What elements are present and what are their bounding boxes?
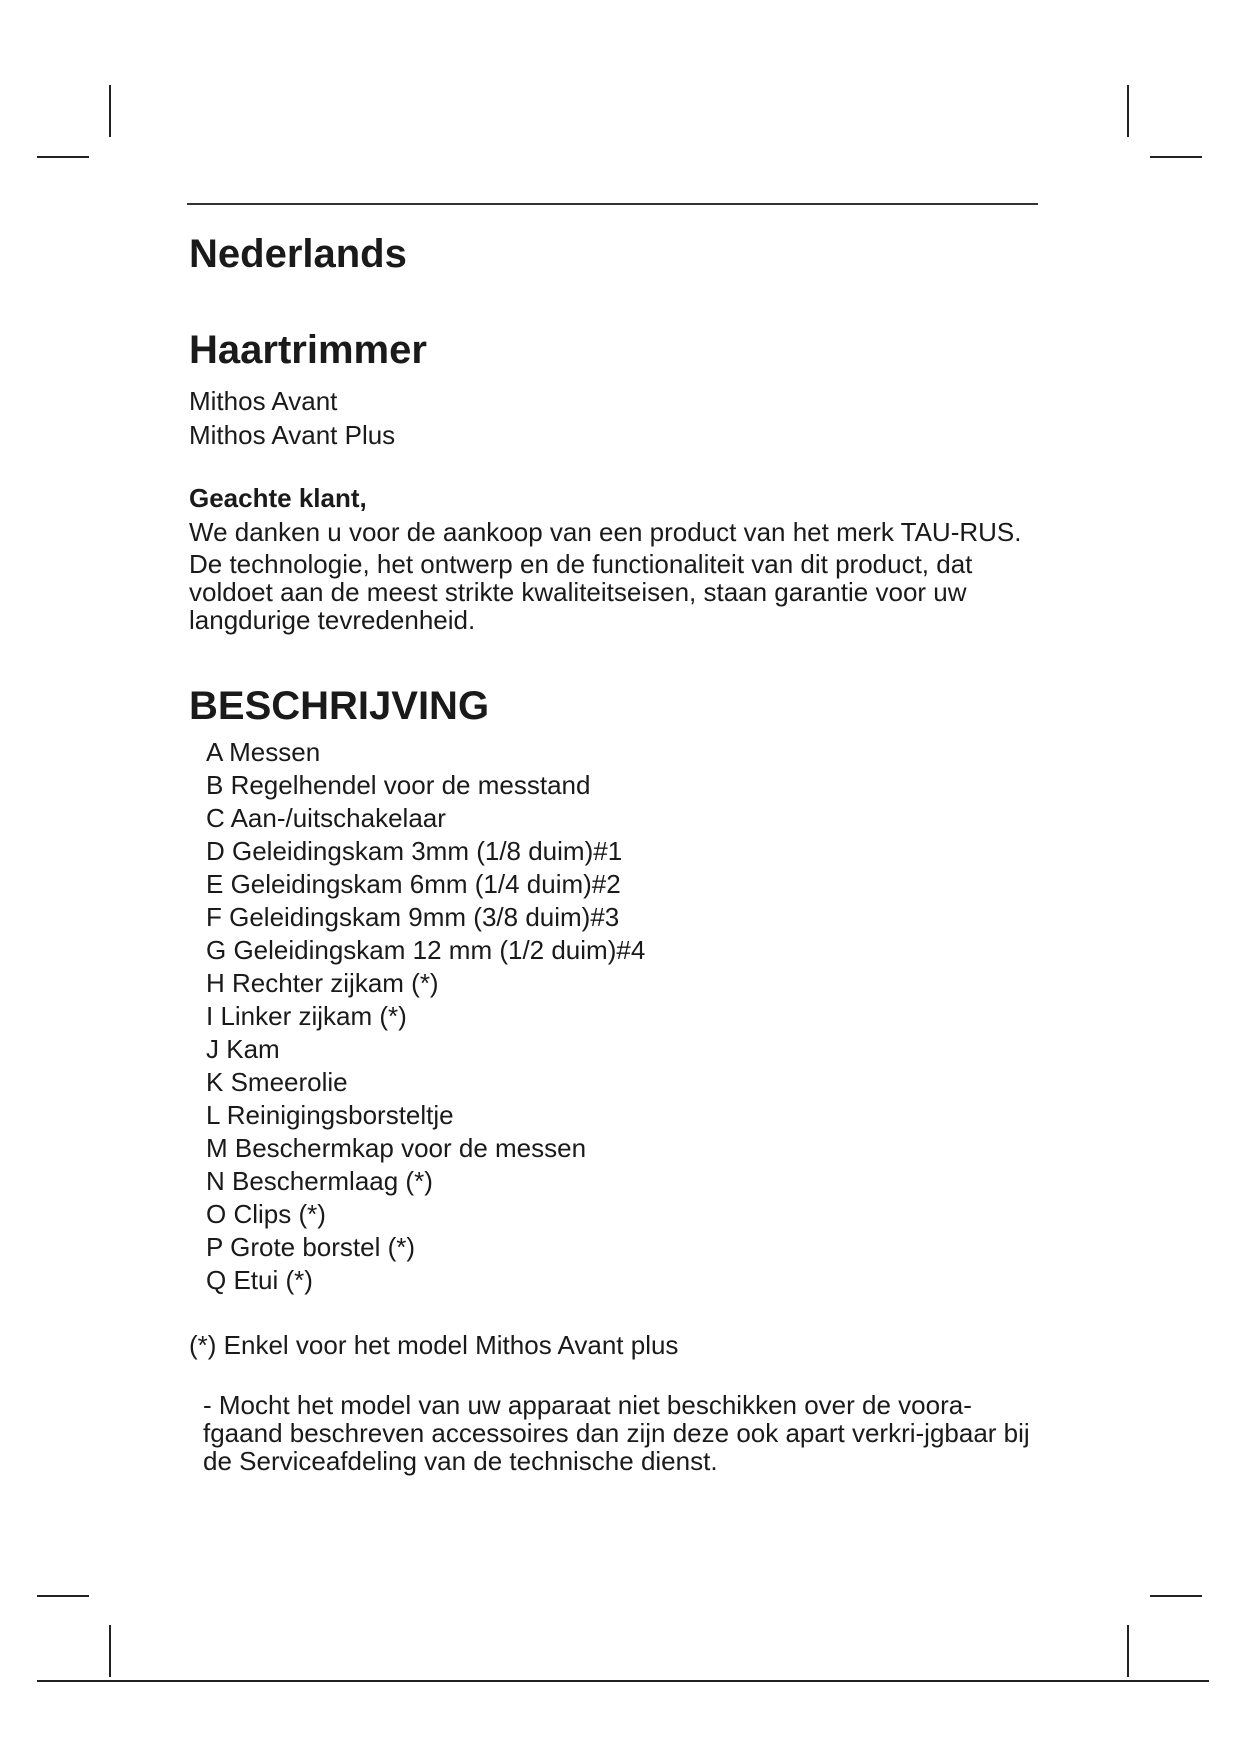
crop-mark [1150,1595,1202,1597]
page-content [189,220,1039,1475]
footnote: (*) Enkel voor het model Mithos Avant plus [189,1330,679,1360]
crop-mark [109,1625,111,1677]
list-item: I Linker zijkam (*) [206,1001,407,1031]
list-item: J Kam [206,1034,280,1064]
intro-paragraph: We danken u voor de aankoop van een product van het merk TAU-RUS. [189,517,1022,547]
parts-list [189,736,1039,1297]
model-name: Mithos Avant Plus [189,420,396,450]
list-item: A Messen [206,737,321,767]
list-item: O Clips (*) [206,1199,326,1229]
list-item: L Reinigingsborsteltje [206,1100,454,1130]
crop-mark [109,85,111,137]
list-item: C Aan-/uitschakelaar [206,803,446,833]
list-item: G Geleidingskam 12 mm (1/2 duim)#4 [206,935,646,965]
section-heading: BESCHRIJVING [189,684,490,728]
list-item: M Beschermkap voor de messen [206,1133,587,1163]
list-item: P Grote borstel (*) [206,1232,416,1262]
list-item: F Geleidingskam 9mm (3/8 duim)#3 [206,902,620,932]
accessory-note: - Mocht het model van uw apparaat niet beschikken over de voora-fgaand beschreven accessoires dan zijn deze ook apart verkri-jgbaar bij de Serviceafdeling van de technische dienst. [203,1390,1030,1476]
intro-paragraph: De technologie, het ontwerp en de functionaliteit van dit product, dat voldoet aan de meest strikte kwaliteitseisen, staan garantie voor uw langdurige tevredenheid. [189,549,973,635]
crop-mark [1127,85,1129,137]
header-rule [187,203,1038,205]
language-heading: Nederlands [189,232,407,276]
greeting: Geachte klant, [189,483,367,513]
list-item: N Beschermlaag (*) [206,1166,433,1196]
crop-mark [1127,1625,1129,1677]
list-item: B Regelhendel voor de messtand [206,770,591,800]
crop-mark [37,1595,89,1597]
list-item: H Rechter zijkam (*) [206,968,439,998]
list-item: Q Etui (*) [206,1265,313,1295]
list-item: K Smeerolie [206,1067,348,1097]
list-item: E Geleidingskam 6mm (1/4 duim)#2 [206,869,621,899]
crop-mark [1150,156,1202,158]
list-item: D Geleidingskam 3mm (1/8 duim)#1 [206,836,623,866]
product-title: Haartrimmer [189,328,427,372]
crop-mark [37,156,89,158]
model-name: Mithos Avant [189,386,338,416]
footer-rule [37,1680,1209,1682]
